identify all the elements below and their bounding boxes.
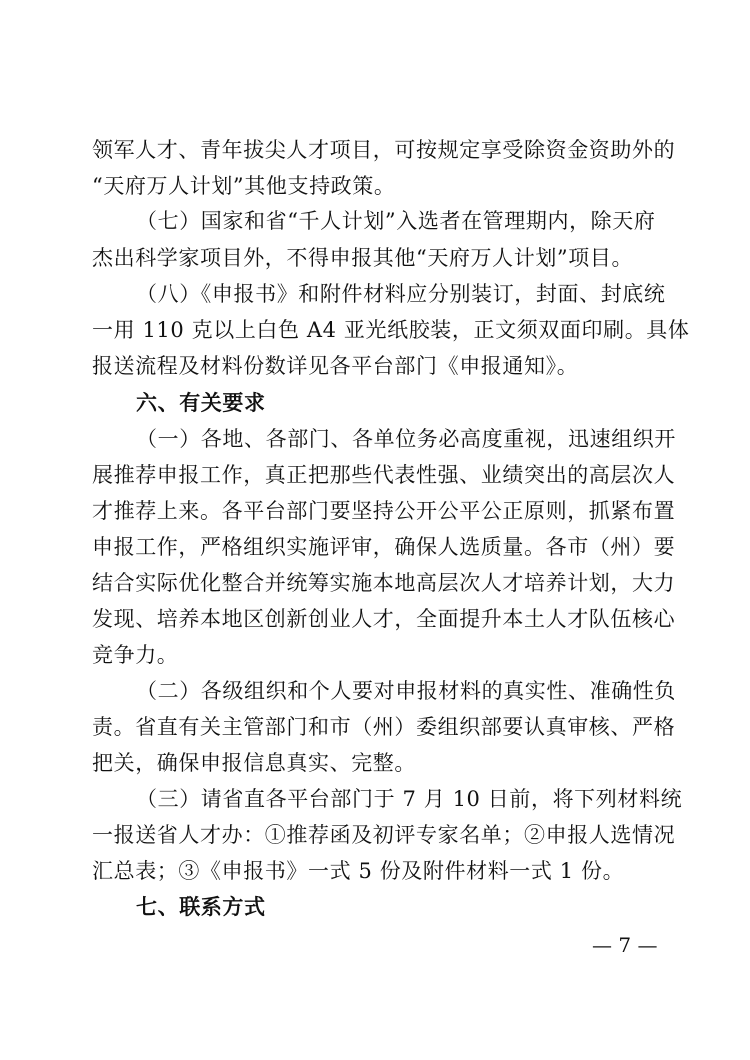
text-line: （八）《申报书》和附件材料应分别装订，封面、封底统 — [136, 282, 666, 306]
text-line: 领军人才、青年拔尖人才项目，可按规定享受除资金资助外的 — [92, 138, 676, 162]
text-line: 责。省直有关主管部门和市（州）委组织部要认真审核、严格 — [92, 715, 676, 739]
text-line: 报送流程及材料份数详见各平台部门《申报通知》。 — [92, 354, 579, 378]
text-line: （三）请省直各平台部门于 7 月 10 日前，将下列材料统 — [136, 787, 683, 811]
text-line: 竞争力。 — [92, 643, 179, 667]
text-line: （一）各地、各部门、各单位务必高度重视，迅速组织开 — [136, 427, 676, 451]
section-heading: 六、有关要求 — [136, 390, 266, 415]
text-line: 一用 110 克以上白色 A4 亚光纸胶装，正文须双面印刷。具体 — [92, 318, 690, 342]
text-line: 把关，确保申报信息真实、完整。 — [92, 751, 416, 775]
text-line: 发现、培养本地区创新创业人才，全面提升本土人才队伍核心 — [92, 607, 676, 631]
page-number: — 7 — — [592, 933, 658, 957]
text-line: 结合实际优化整合并统筹实施本地高层次人才培养计划，大力 — [92, 571, 676, 595]
text-line: 展推荐申报工作，真正把那些代表性强、业绩突出的高层次人 — [92, 463, 676, 487]
text-line: （七）国家和省“千人计划”入选者在管理期内，除天府 — [136, 209, 656, 233]
text-line: （二）各级组织和个人要对申报材料的真实性、准确性负 — [136, 679, 676, 703]
text-line: 汇总表；③《申报书》一式 5 份及附件材料一式 1 份。 — [92, 859, 625, 883]
text-line: 一报送省人才办：①推荐函及初评专家名单；②申报人选情况 — [92, 823, 676, 847]
section-heading: 七、联系方式 — [136, 894, 266, 919]
text-line: 申报工作，严格组织实施评审，确保人选质量。各市（州）要 — [92, 535, 676, 559]
text-line: “天府万人计划”其他支持政策。 — [92, 174, 396, 198]
text-line: 才推荐上来。各平台部门要坚持公开公平公正原则，抓紧布置 — [92, 499, 676, 523]
text-line: 杰出科学家项目外，不得申报其他“天府万人计划”项目。 — [92, 246, 634, 270]
